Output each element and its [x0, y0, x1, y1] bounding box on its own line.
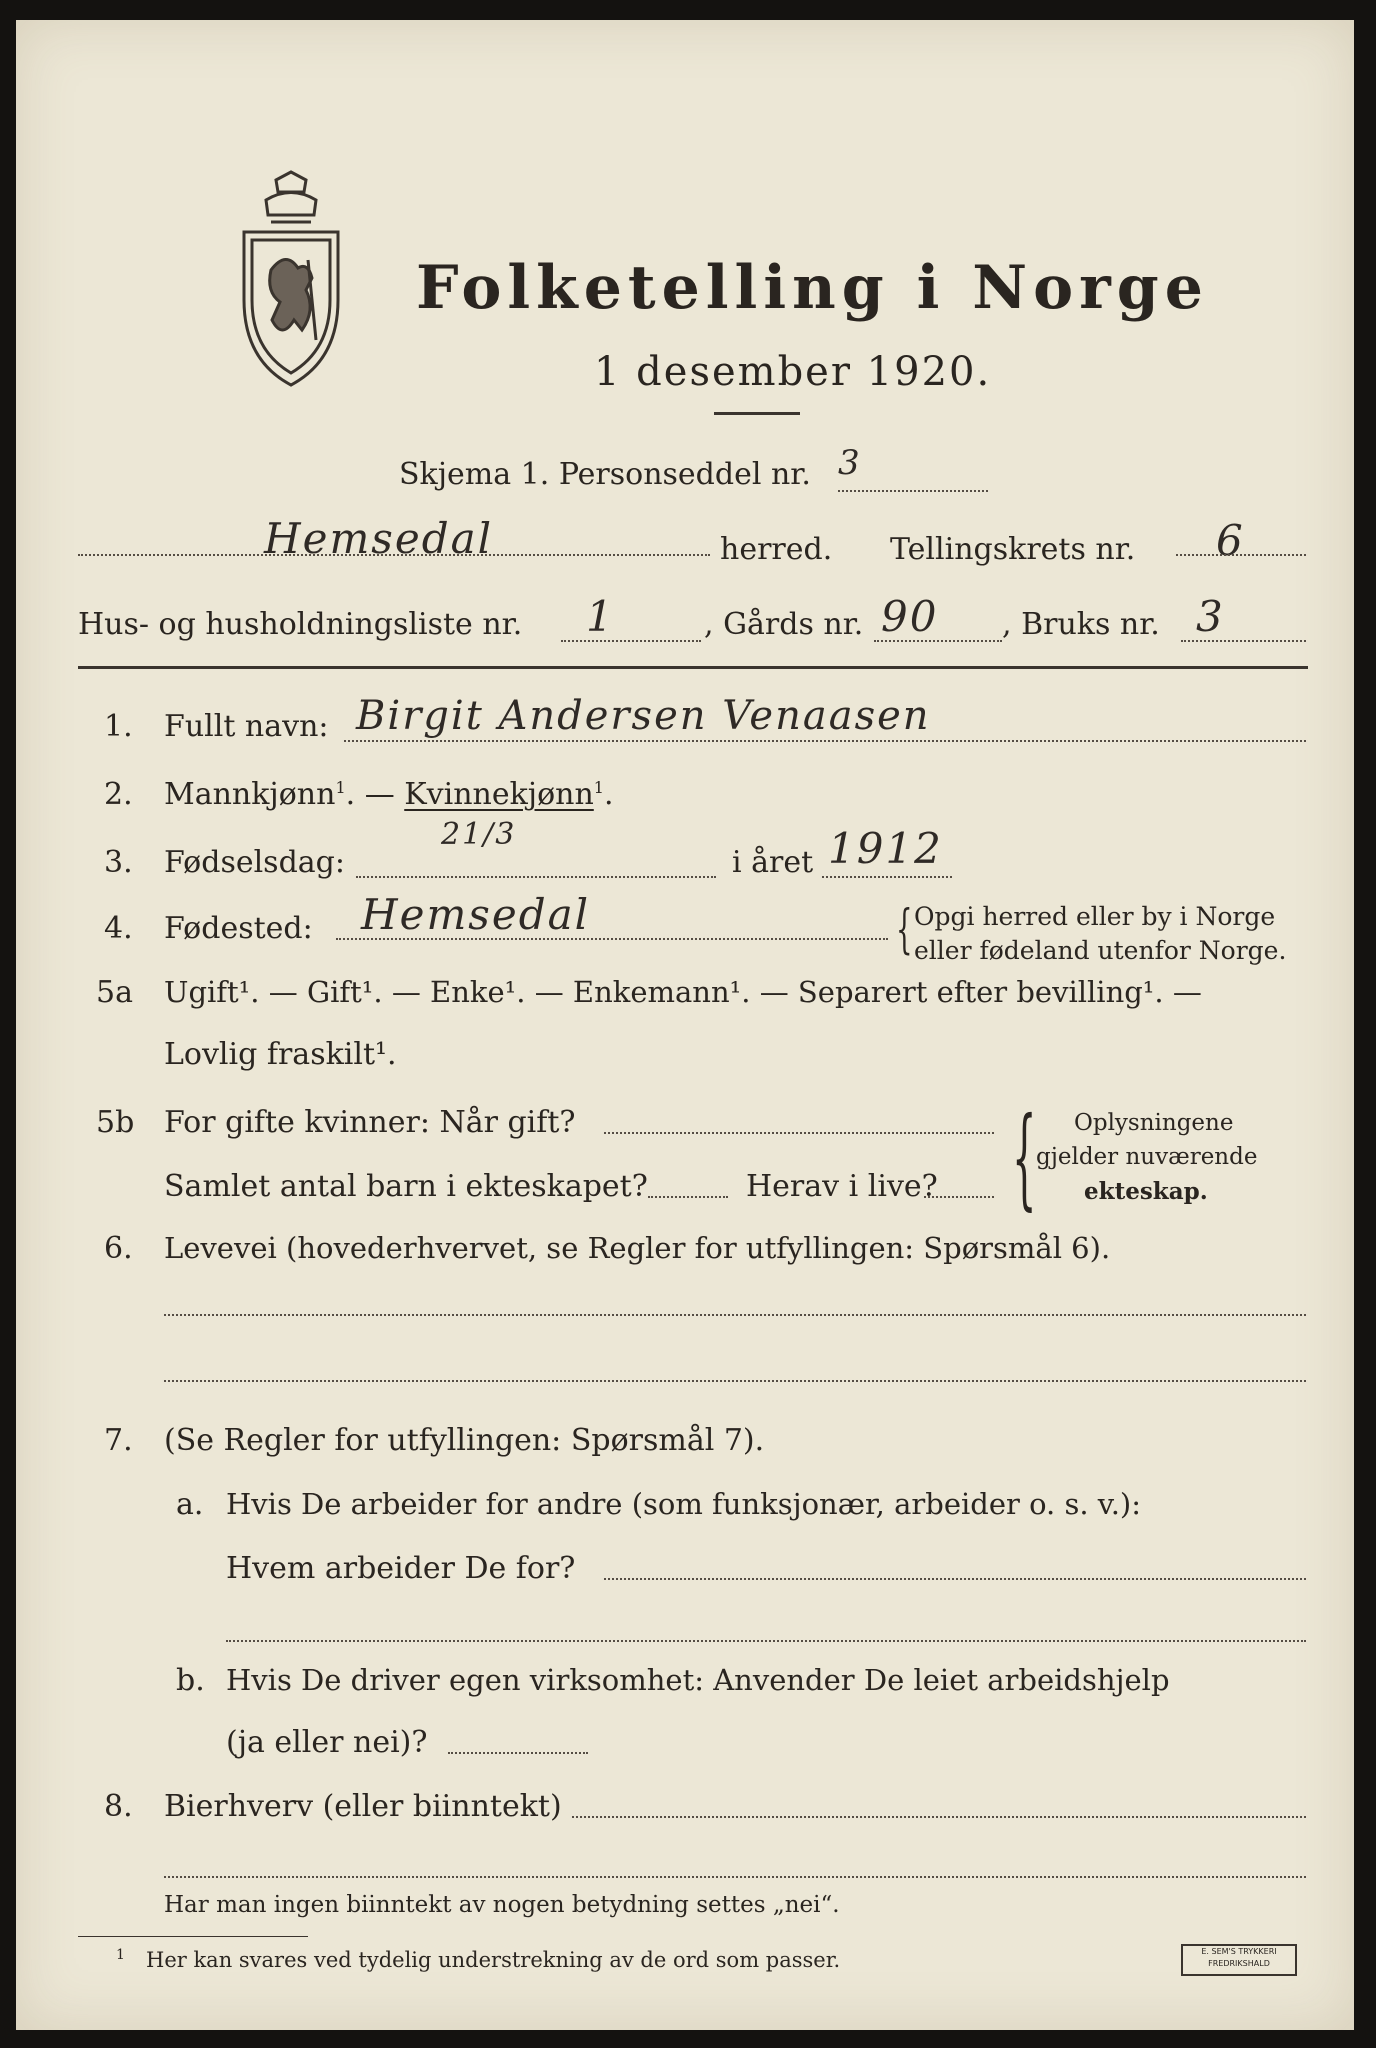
husliste-nr-line [561, 640, 701, 642]
tellingskrets-nr-line [1176, 554, 1306, 556]
q7-label: (Se Regler for utfyllingen: Spørsmål 7). [164, 1423, 765, 1458]
q3-label: Fødselsdag: [164, 845, 345, 880]
q2-number: 2. [104, 777, 133, 812]
gards-label: , Gårds nr. [704, 607, 864, 642]
husliste-label: Hus- og husholdningsliste nr. [78, 607, 523, 642]
q7a-line1: Hvis De arbeider for andre (som funksjonær, arbeider o. s. v.): [226, 1487, 1142, 1521]
q8-label: Bierhverv (eller biinntekt) [164, 1789, 562, 1824]
schema-label: Skjema 1. Personseddel nr. [399, 457, 811, 492]
occupation-line-2 [164, 1380, 1306, 1382]
side-income-line-1 [572, 1816, 1306, 1818]
q4-note-line1: Opgi herred eller by i Norge [914, 902, 1276, 931]
q7a-letter: a. [176, 1487, 204, 1522]
full-name-line [344, 740, 1306, 742]
bruks-nr-line [1181, 640, 1306, 642]
header-divider [78, 666, 1308, 669]
title-divider [714, 412, 800, 415]
q5b-note-line2: gjelder nuværende [1036, 1144, 1258, 1170]
full-name-value: Birgit Andersen Venaasen [356, 693, 931, 739]
q8-number: 8. [104, 1789, 133, 1824]
q5b-number: 5b [96, 1105, 135, 1140]
tellingskrets-label: Tellingskrets nr. [890, 532, 1136, 567]
q5a-number: 5a [96, 975, 133, 1010]
q5b-line1: For gifte kvinner: Når gift? [164, 1105, 576, 1140]
birthday-value: 21/3 [441, 817, 517, 852]
herred-label: herred. [720, 532, 833, 567]
q4-number: 4. [104, 911, 133, 946]
q2-end: . [603, 777, 614, 812]
q1-number: 1. [104, 709, 133, 744]
q2-kvinne-underlined: Kvinnekjønn [404, 777, 594, 812]
birthday-line [356, 876, 716, 878]
footnote-marker: 1 [116, 1947, 125, 1963]
personseddel-nr-value: 3 [838, 443, 862, 483]
employer-line-2 [226, 1640, 1306, 1642]
q7a-line2: Hvem arbeider De for? [226, 1551, 576, 1586]
occupation-line-1 [164, 1314, 1306, 1316]
q2-options: Mannkjønn$^1$. — Kvinnekjønn$^1$. [164, 777, 614, 812]
children-total-line [648, 1196, 728, 1198]
printer-stamp [1181, 1944, 1297, 1976]
q5a-line2: Lovlig fraskilt¹. [164, 1037, 397, 1072]
birthplace-value: Hemsedal [361, 890, 591, 939]
census-form-page [16, 20, 1354, 2030]
gards-nr-value: 90 [881, 592, 939, 641]
bruks-nr-value: 3 [1196, 592, 1225, 641]
footnote-divider [78, 1936, 308, 1937]
q4-note-line2: eller fødeland utenfor Norge. [914, 936, 1287, 965]
tellingskrets-nr-value: 6 [1216, 516, 1245, 565]
q5a-line1: Ugift¹. — Gift¹. — Enke¹. — Enkemann¹. — Separert efter bevilling¹. — [164, 975, 1202, 1009]
herred-line [78, 554, 710, 556]
printer-stamp-line2: FREDRIKSHALD [1208, 1959, 1270, 1968]
q7-number: 7. [104, 1423, 133, 1458]
form-title: Folketelling i Norge [416, 253, 1209, 323]
bruks-label: , Bruks nr. [1002, 607, 1160, 642]
q5b-note-line3: ekteskap. [1084, 1178, 1208, 1205]
gards-nr-line [874, 640, 1002, 642]
q5b-alive-label: Herav i live? [746, 1169, 938, 1204]
q2-separator: . — [345, 777, 405, 812]
hired-help-line [448, 1752, 588, 1754]
personseddel-nr-line [838, 490, 988, 492]
q7b-letter: b. [176, 1663, 205, 1698]
herred-value: Hemsedal [264, 514, 494, 563]
husliste-nr-value: 1 [586, 592, 615, 641]
employer-line-1 [604, 1578, 1306, 1580]
married-when-line [604, 1132, 994, 1134]
q1-label: Fullt navn: [164, 709, 329, 744]
q2-mann: Mannkjønn [164, 777, 336, 812]
q3-year-label: i året [732, 845, 814, 880]
birthplace-line [336, 938, 888, 940]
q4-note-brace: { [896, 900, 913, 960]
side-income-line-2 [164, 1876, 1306, 1878]
q3-number: 3. [104, 845, 133, 880]
q6-label: Levevei (hovederhvervet, se Regler for utfyllingen: Spørsmål 6). [164, 1231, 1111, 1265]
q7b-line1: Hvis De driver egen virksomhet: Anvender De leiet arbeidshjelp [226, 1663, 1170, 1697]
q5b-note-line1: Oplysningene [1074, 1110, 1234, 1136]
children-alive-line [924, 1196, 994, 1198]
footnote-text: Her kan svares ved tydelig understrekning av de ord som passer. [146, 1948, 841, 1972]
q4-label: Fødested: [164, 911, 313, 946]
q5b-note-brace: { [1012, 1093, 1037, 1221]
birth-year-line [822, 876, 952, 878]
printer-stamp-line1: E. SEM'S TRYKKERI [1201, 1947, 1277, 1956]
q6-number: 6. [104, 1231, 133, 1266]
q5b-children-label: Samlet antal barn i ekteskapet? [164, 1169, 648, 1204]
census-date: 1 desember 1920. [594, 349, 992, 395]
birth-year-value: 1912 [828, 824, 943, 873]
coat-of-arms-icon [236, 170, 346, 390]
q8-note: Har man ingen biinntekt av nogen betydning settes „nei“. [164, 1892, 840, 1918]
q7b-line2: (ja eller nei)? [226, 1725, 428, 1760]
